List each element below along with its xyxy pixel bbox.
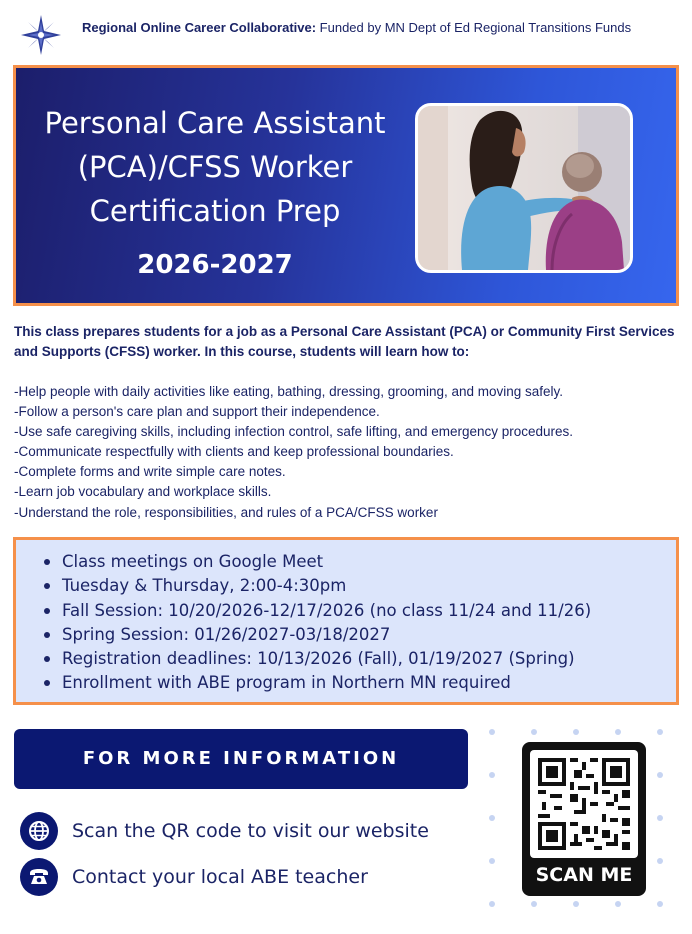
list-item: -Follow a person's care plan and support their independence. xyxy=(14,404,380,420)
funding-statement xyxy=(82,20,631,35)
caregiver-assisting-elderly-woman-photo xyxy=(418,106,630,270)
more-information-banner: FOR MORE INFORMATION xyxy=(14,729,468,789)
scan-me-label: SCAN ME xyxy=(535,864,633,886)
detail-text: Registration deadlines: 10/13/2026 (Fall), 01/19/2027 (Spring) xyxy=(62,649,575,669)
detail-text: Enrollment with ABE program in Northern MN required xyxy=(62,673,511,693)
course-title-line-2: (PCA)/CFSS Worker xyxy=(77,150,353,184)
course-title-line-3: Certification Prep xyxy=(89,194,341,228)
website-contact-row xyxy=(20,812,429,850)
list-item xyxy=(44,599,591,623)
course-title xyxy=(30,101,400,233)
header-bar xyxy=(0,0,692,60)
list-item: -Help people with daily activities like eating, bathing, dressing, grooming, and moving safely. xyxy=(14,384,564,399)
list-item: -Learn job vocabulary and workplace skills. xyxy=(14,484,272,500)
funding-source: Funded by MN Dept of Ed Regional Transitions Funds xyxy=(316,20,632,35)
list-item: -Complete forms and write simple care notes. xyxy=(14,464,286,480)
list-item xyxy=(44,574,591,598)
compass-star-icon xyxy=(20,14,62,56)
telephone-icon xyxy=(20,858,58,896)
detail-text: Tuesday & Thursday, 2:00-4:30pm xyxy=(62,576,347,596)
bullet-icon xyxy=(44,583,50,589)
course-title-line-1: Personal Care Assistant xyxy=(44,106,386,140)
list-item: -Understand the role, responsibilities, and rules of a PCA/CFSS worker xyxy=(14,504,438,520)
list-item xyxy=(44,623,591,647)
globe-icon xyxy=(20,812,58,850)
qr-code[interactable] xyxy=(530,750,638,858)
detail-text: Spring Session: 01/26/2027-03/18/2027 xyxy=(62,624,391,644)
bullet-icon xyxy=(44,559,50,565)
hero-banner xyxy=(13,65,679,306)
bullet-icon xyxy=(44,656,50,662)
class-details-box xyxy=(13,537,679,705)
course-year: 2026-2027 xyxy=(137,250,293,280)
course-description: This class prepares students for a job as a Personal Care Assistant (PCA) or Community First Services and Supports (CFSS) worker. In this course, students will learn how to: xyxy=(14,324,675,359)
list-item: -Communicate respectfully with clients and keep professional boundaries. xyxy=(14,444,454,460)
website-contact-text: Scan the QR code to visit our website xyxy=(72,820,429,842)
list-item: -Use safe caregiving skills, including infection control, safe lifting, and emergency procedures. xyxy=(14,424,574,440)
bullet-icon xyxy=(44,608,50,614)
bullet-icon xyxy=(44,680,50,686)
bullet-icon xyxy=(44,632,50,638)
qr-code-card[interactable] xyxy=(522,742,646,896)
qr-code-icon xyxy=(530,750,638,858)
detail-text: Fall Session: 10/20/2026-12/17/2026 (no class 11/24 and 11/26) xyxy=(62,600,592,620)
caregiver-photo xyxy=(415,103,633,273)
teacher-contact-row xyxy=(20,858,368,896)
detail-text: Class meetings on Google Meet xyxy=(62,552,324,571)
teacher-contact-text: Contact your local ABE teacher xyxy=(72,866,368,888)
list-item xyxy=(44,671,591,695)
list-item xyxy=(44,647,591,671)
class-details-list xyxy=(44,550,591,696)
org-name: Regional Online Career Collaborative: xyxy=(82,20,317,35)
list-item xyxy=(44,550,591,574)
learning-outcomes-list xyxy=(14,382,678,523)
